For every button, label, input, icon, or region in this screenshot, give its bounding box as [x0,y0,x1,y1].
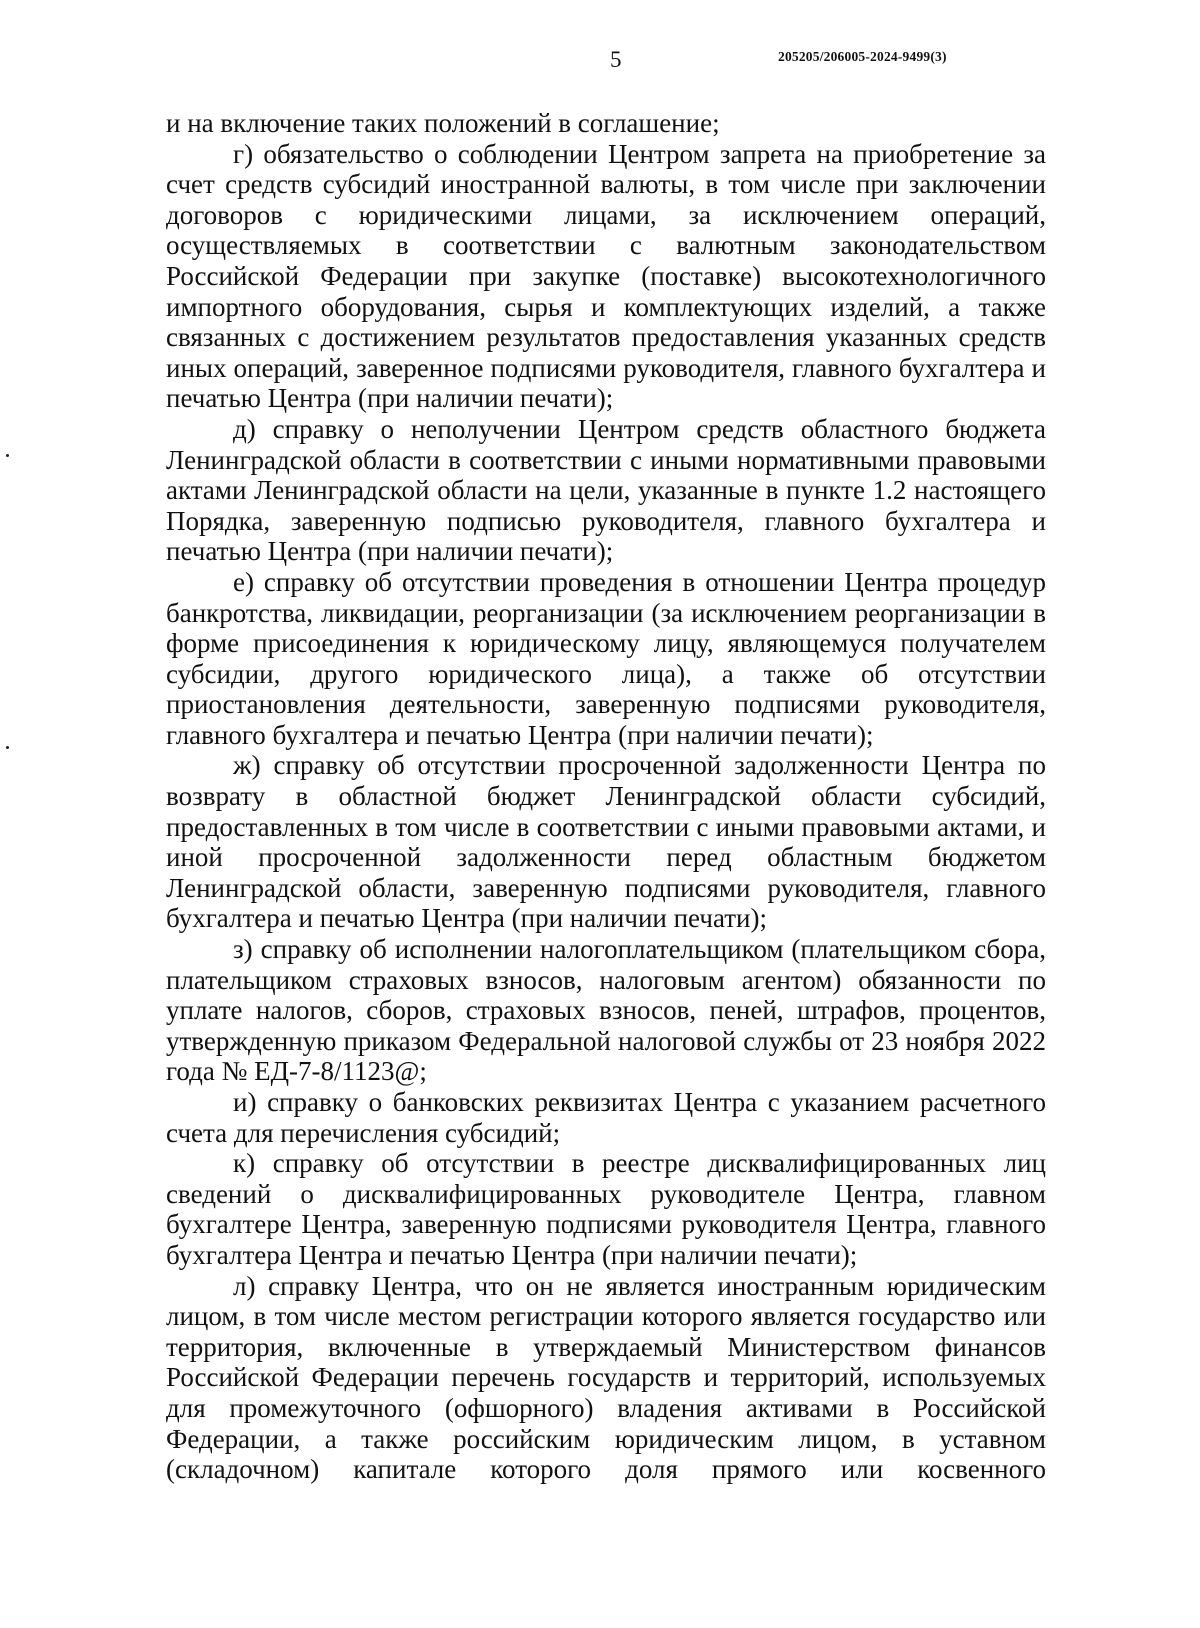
paragraph-item-k: к) справку об отсутствии в реестре дисквалифицированных лиц сведений о дисквалифицированных руководителе Центра, главном бухгалтере Центра, заверенную подписями руководителя Центра, главного бухгалтера Центра и печатью Центра (при наличии печати); [166,1148,1046,1270]
paragraph-item-e: е) справку об отсутствии проведения в отношении Центра процедур банкротства, ликвидации, реорганизации (за исключением реорганизации в форме присоединения к юридическому лицу, являющемуся получателем субсидии, другого юридического лица), а также об отсутствии приостановления деятельности, заверенную подписями руководителя, главного бухгалтера и печатью Центра (при наличии печати); [166,566,1046,750]
document-body [166,108,1046,1485]
paragraph-item-z: з) справку об исполнении налогоплательщиком (плательщиком сбора, плательщиком страховых взносов, налоговым агентом) обязанности по уплате налогов, сборов, страховых взносов, пеней, штрафов, процентов, утвержденную приказом Федеральной налоговой службы от 23 ноября 2022 года № ЕД-7-8/1123@; [166,934,1046,1087]
paragraph-item-d: д) справку о неполучении Центром средств областного бюджета Ленинградской области в соответствии с иными нормативными правовыми актами Ленинградской области на цели, указанные в пункте 1.2 настоящего Порядка, заверенную подписью руководителя, главного бухгалтера и печатью Центра (при наличии печати); [166,413,1046,567]
page-number: 5 [610,47,622,72]
paragraph-item-g: г) обязательство о соблюдении Центром запрета на приобретение за счет средств субсидий иностранной валюты, в том числе при заключении договоров с юридическими лицами, за исключением операций, осуществляемых в соответствии с валютным законодательством Российской Федерации при закупке (поставке) высокотехнологичного импортного оборудования, сырья и комплектующих изделий, а также связанных с достижением результатов предоставления указанных средств иных операций, заверенное подписями руководителя, главного бухгалтера и печатью Центра (при наличии печати); [166,138,1046,414]
scan-margin-mark [6,454,9,457]
paragraph-item-zh: ж) справку об отсутствии просроченной задолженности Центра по возврату в областной бюджет Ленинградской области субсидий, предоставленных в том числе в соответствии с иными правовыми актами, и иной просроченной задолженности перед областным бюджетом Ленинградской области, заверенную подписями руководителя, главного бухгалтера и печатью Центра (при наличии печати); [166,750,1046,934]
paragraph-item-i: и) справку о банковских реквизитах Центра с указанием расчетного счета для перечисления субсидий; [166,1087,1046,1148]
paragraph-item-l: л) справку Центра, что он не является иностранным юридическим лицом, в том числе местом регистрации которого является государство или территория, включенные в утверждаемый Министерством финансов Российской Федерации перечень государств и территорий, используемых для промежуточного (офшорного) владения активами в Российской Федерации, а также российским юридическим лицом, в уставном (складочном) капитале которого доля прямого или косвенного [166,1270,1046,1485]
scan-margin-mark [6,746,9,749]
paragraph-continuation: и на включение таких положений в соглашение; [166,108,720,138]
document-id: 205205/206005-2024-9499(3) [778,49,947,64]
